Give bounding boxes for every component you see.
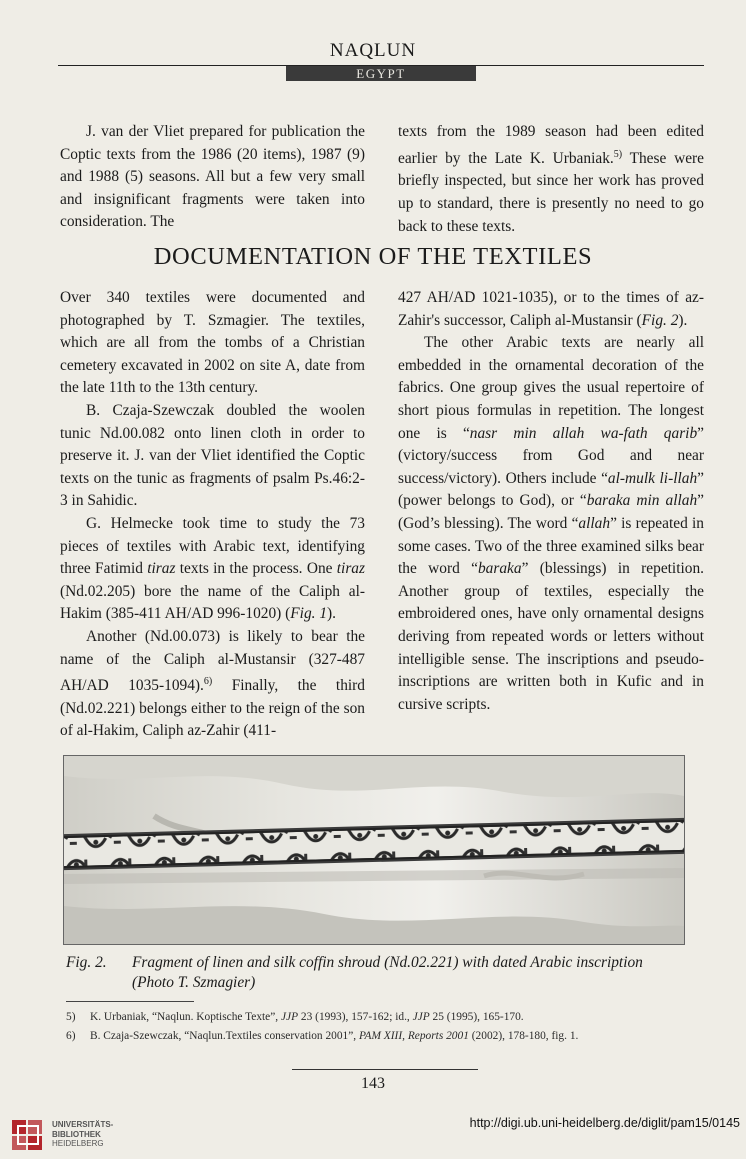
footnote-text: K. Urbaniak, “Naqlun. Koptische Texte”, (90, 1011, 281, 1023)
textile-photo-drawing (64, 756, 684, 944)
textile-photo (63, 755, 685, 945)
footnote-text: (2002), 178-180, fig. 1. (468, 1030, 579, 1042)
right-p1-text-a: 427 AH/AD 1021-1035), or to the times of az-Zahir's successor, Caliph al-Mustansir ( (398, 289, 704, 329)
left-paragraph-1: Over 340 textiles were documented and photographed by T. Szmagier. The textiles, which are all from the tombs of a Christian cemetery excavated in 2002 on site A, date from the late 11th to the 13th century. (60, 289, 365, 397)
footnote-5 (66, 1008, 686, 1027)
left-p3-text-b: texts in the process. One (175, 560, 337, 578)
footnote-number: 5) (66, 1011, 76, 1023)
intro-right-text-b: These were briefly inspected, but since her work has proved up to standard, there is presently no need to go back to these texts. (398, 149, 705, 235)
library-logo-text (52, 1120, 113, 1149)
intro-right-paragraph (398, 121, 704, 238)
left-p3-text-a: G. Helmecke took time to study the 73 pieces of textiles with Arabic text, identifying three Fatimid (60, 514, 365, 578)
page-number-rule (292, 1069, 478, 1070)
footnote-text: B. Czaja-Szewczak, “Naqlun.Textiles conservation 2001”, (90, 1030, 360, 1042)
right-p2-text-b: ” (victory/success from God and near success/victory). Others include “ (398, 424, 704, 487)
page-number: 143 (361, 1075, 385, 1092)
right-p2-text-d: ” (God’s blessing). The word “ (398, 492, 704, 532)
term-tiraz: tiraz (336, 560, 365, 578)
footnote-6 (66, 1027, 686, 1046)
library-logo-icon (10, 1116, 46, 1152)
arabic-formula: baraka min allah (586, 492, 698, 510)
caption-text: Fragment of linen and silk coffin shroud (Nd.02.221) with dated Arabic inscription (132, 954, 643, 971)
caption-line-1 (66, 953, 696, 973)
footnotes (66, 1008, 686, 1046)
footnote-text: 25 (1995), 165-170. (429, 1011, 524, 1023)
figure-caption (66, 953, 696, 993)
left-paragraph-2: B. Czaja-Szewczak doubled the woolen tunic Nd.00.082 onto linen cloth in order to preserve it. J. van der Vliet identified the Coptic texts on the tunic as fragments of psalm Ps.46:2-3 in Sahidic. (60, 401, 365, 510)
logo-line-2: BIBLIOTHEK (52, 1129, 101, 1139)
right-p2-text-c: ” (power belongs to God), or “ (398, 469, 704, 510)
intro-left-paragraph: J. van der Vliet prepared for publication the Coptic texts from the 1986 (20 items), 1987 (9) and 1988 (5) seasons. All but a few very small and insignificant fragments were taken into consideration. The (60, 123, 365, 231)
right-column (398, 287, 704, 716)
section-band: EGYPT (286, 66, 476, 81)
right-p2-text-a: The other Arabic texts are nearly all embedded in the ornamental decoration of the fabrics. One group gives the usual repertoire of short pious formulas in repetition. The longest one is “ (398, 334, 704, 442)
left-paragraph-3 (60, 513, 365, 626)
logo-line-1: UNIVERSITÄTS- (52, 1120, 114, 1129)
right-p2-text-e: ” is repeated in some cases. Two of the three examined silks bear the word “ (398, 514, 704, 578)
figure-ref-2: Fig. 2 (641, 311, 679, 329)
intro-right-text-a: texts from the 1989 season had been edited earlier by the Late K. Urbaniak. (398, 123, 704, 167)
left-paragraph-4 (60, 626, 365, 743)
footnote-ref-6: 6) (203, 676, 213, 688)
left-p3-text-d: ). (327, 605, 337, 623)
logo-line-3: HEIDELBERG (52, 1139, 104, 1148)
source-url-link[interactable]: http://digi.ub.uni-heidelberg.de/diglit/pam15/0145 (469, 1116, 740, 1130)
journal-title: PAM XIII, Reports 2001 (359, 1030, 469, 1042)
journal-title: JJP (412, 1011, 430, 1023)
left-p4-text-a: Another (Nd.00.073) is likely to bear the name of the Caliph al-Mustansir (327-487 AH/AD 1035-1094). (60, 627, 365, 695)
right-paragraph-1 (398, 287, 704, 332)
left-p3-text-c: (Nd.02.205) bore the name of the Caliph al-Hakim (385-411 AH/AD 996-1020) ( (60, 582, 365, 623)
journal-title: JJP (281, 1011, 299, 1023)
intro-left-column (60, 121, 365, 234)
term-tiraz: tiraz (147, 560, 176, 578)
footnote-text: 23 (1993), 157-162; id., (298, 1011, 413, 1023)
right-p1-text-b: ). (678, 311, 688, 329)
running-title: NAQLUN (329, 40, 417, 61)
footnote-ref-5: 5) (613, 148, 623, 160)
library-logo[interactable] (10, 1114, 190, 1154)
footnote-rule (66, 1001, 194, 1002)
arabic-formula: baraka (477, 560, 522, 578)
left-p4-text-b: Finally, the third (Nd.02.221) belongs either to the reign of the son of al-Hakim, Caliph az-Zahir (411- (60, 677, 366, 740)
figure-ref-1: Fig. 1 (290, 605, 328, 623)
arabic-formula: nasr min allah wa-fath qarib (469, 424, 698, 442)
footnote-number: 6) (66, 1030, 76, 1042)
right-paragraph-2 (398, 332, 704, 716)
right-p2-text-f: ” (blessings) in repetition. Another group of textiles, especially the embroidered ones, have only ornamental designs deriving from repeated words or letters without intelligible sense. The inscriptions and pseudo-inscriptions are written both in Kufic and in cursive scripts. (398, 560, 704, 713)
section-heading: DOCUMENTATION OF THE TEXTILES (153, 243, 593, 270)
photo-credit: (Photo T. Szmagier) (132, 974, 256, 991)
arabic-formula: allah (578, 514, 611, 532)
figure-label: Fig. 2. (66, 954, 107, 971)
arabic-formula: al-mulk li-llah (607, 469, 698, 487)
intro-right-column (398, 121, 704, 238)
left-column (60, 287, 365, 743)
